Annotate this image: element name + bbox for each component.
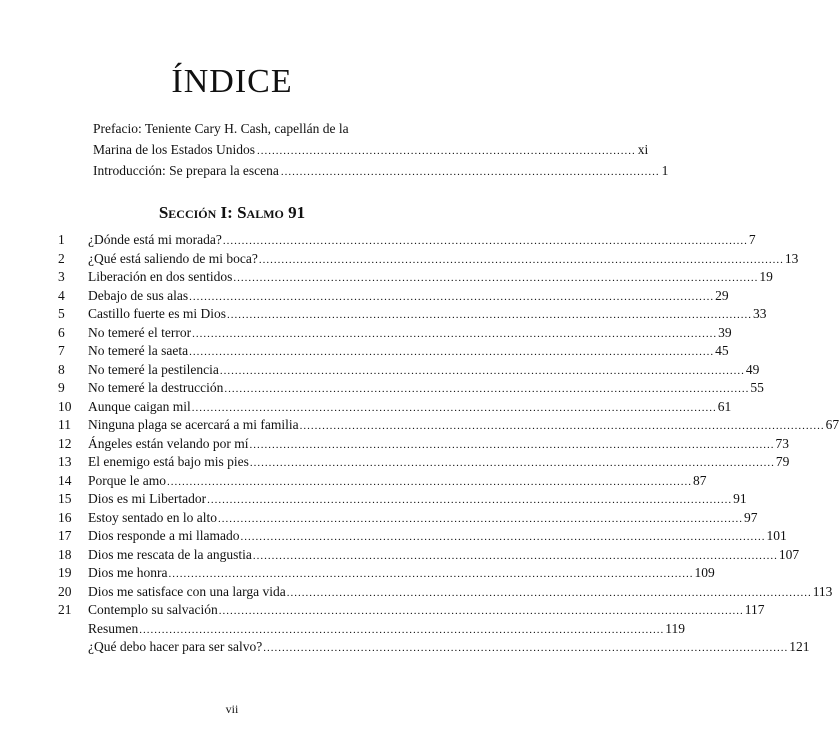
page-number: 7 bbox=[748, 232, 756, 247]
toc-entry[interactable] bbox=[58, 231, 756, 250]
page-number: 119 bbox=[665, 620, 685, 636]
toc-entry[interactable] bbox=[58, 250, 799, 269]
front-matter bbox=[93, 118, 669, 181]
page-title: ÍNDICE bbox=[171, 63, 293, 100]
dot-leader: ..................................................................................................... bbox=[280, 166, 660, 178]
toc-entry[interactable] bbox=[58, 638, 810, 657]
entry-title: Prefacio: Teniente Cary H. Cash, capellán de la bbox=[93, 121, 349, 136]
page-number: 61 bbox=[717, 398, 732, 414]
chapter-number: 6 bbox=[58, 324, 65, 340]
chapter-title: Ángeles están velando por mí bbox=[88, 435, 249, 451]
page-number: 101 bbox=[766, 528, 787, 543]
page-number: 97 bbox=[743, 509, 758, 525]
page-number: 33 bbox=[752, 306, 767, 321]
toc-entry[interactable] bbox=[58, 379, 764, 398]
page-number: 117 bbox=[744, 602, 765, 617]
chapter-title: Dios me satisface con una larga vida bbox=[88, 583, 286, 599]
toc-entry[interactable] bbox=[58, 416, 839, 435]
chapter-title: No temeré la destrucción bbox=[88, 380, 224, 395]
page-number: 55 bbox=[750, 380, 764, 395]
dot-leader: ............................................................................................................................................ bbox=[189, 290, 715, 303]
dot-leader: ............................................................................................................................................ bbox=[286, 586, 812, 599]
dot-leader: ............................................................................................................................................ bbox=[240, 531, 766, 543]
page-number: 73 bbox=[775, 435, 789, 451]
section-subtitle: Salmo 91 bbox=[237, 203, 306, 222]
dot-leader: ............................................................................................................................................ bbox=[192, 327, 718, 340]
chapter-title: No temeré la saeta bbox=[88, 343, 189, 358]
page-number: 1 bbox=[661, 163, 669, 178]
dot-leader: ............................................................................................................................................ bbox=[218, 605, 744, 617]
toc-entry[interactable] bbox=[58, 527, 787, 546]
front-entry-preface-line1 bbox=[93, 118, 403, 139]
toc-entry[interactable] bbox=[58, 305, 767, 324]
chapter-number: 15 bbox=[58, 491, 72, 506]
chapter-title: Castillo fuerte es mi Dios bbox=[88, 306, 226, 321]
toc-entry[interactable] bbox=[58, 546, 800, 565]
toc-entry[interactable] bbox=[58, 324, 732, 343]
dot-leader: ............................................................................................................................................ bbox=[219, 364, 745, 377]
dot-leader: ............................................................................................................................................ bbox=[249, 438, 775, 451]
dot-leader: ............................................................................................................................................ bbox=[139, 623, 665, 636]
toc-entry[interactable] bbox=[58, 620, 685, 639]
dot-leader: ..................................................................................................... bbox=[256, 145, 636, 157]
chapter-number: 17 bbox=[58, 528, 72, 543]
toc-list bbox=[58, 231, 839, 657]
chapter-number: 4 bbox=[58, 287, 65, 303]
chapter-number: 11 bbox=[58, 417, 71, 432]
dot-leader: ............................................................................................................................................ bbox=[226, 309, 752, 321]
page-number: 13 bbox=[784, 250, 799, 266]
dot-leader: ............................................................................................................................................ bbox=[191, 401, 717, 414]
toc-entry[interactable] bbox=[58, 361, 760, 380]
chapter-title: No temeré el terror bbox=[88, 324, 192, 340]
chapter-title: Resumen bbox=[88, 620, 139, 636]
chapter-number: 21 bbox=[58, 602, 72, 617]
page-number: 67 bbox=[825, 417, 839, 432]
entry-title: Introducción: Se prepara la escena bbox=[93, 163, 279, 178]
toc-entry[interactable] bbox=[58, 472, 707, 491]
page-number: 91 bbox=[733, 491, 747, 506]
page-number: 87 bbox=[692, 472, 707, 488]
chapter-number: 5 bbox=[58, 306, 65, 321]
toc-entry[interactable] bbox=[58, 268, 773, 287]
chapter-title: Contemplo su salvación bbox=[88, 602, 218, 617]
page-number: 121 bbox=[789, 639, 810, 654]
dot-leader: ............................................................................................................................................ bbox=[207, 494, 733, 506]
chapter-number: 10 bbox=[58, 398, 72, 414]
chapter-title: Aunque caigan mil bbox=[88, 398, 191, 414]
page-number: 29 bbox=[715, 287, 729, 303]
chapter-title: Dios me honra bbox=[88, 565, 168, 580]
page-number: 79 bbox=[775, 454, 790, 469]
chapter-number: 2 bbox=[58, 250, 65, 266]
chapter-number: 18 bbox=[58, 546, 72, 562]
toc-entry[interactable] bbox=[58, 601, 765, 620]
page-number: 39 bbox=[718, 324, 732, 340]
toc-entry[interactable] bbox=[58, 398, 732, 417]
chapter-number: 12 bbox=[58, 435, 72, 451]
toc-entry[interactable] bbox=[58, 453, 790, 472]
dot-leader: ............................................................................................................................................ bbox=[224, 383, 750, 395]
chapter-title: Liberación en dos sentidos bbox=[88, 269, 233, 284]
page-number-footer: vii bbox=[225, 702, 239, 716]
chapter-title: El enemigo está bajo mis pies bbox=[88, 454, 249, 469]
chapter-number: 20 bbox=[58, 583, 72, 599]
page-number: 45 bbox=[715, 343, 729, 358]
chapter-number: 9 bbox=[58, 380, 65, 395]
toc-entry[interactable] bbox=[58, 435, 789, 454]
page-number: xi bbox=[637, 142, 649, 157]
front-entry-introduction[interactable] bbox=[93, 160, 669, 181]
chapter-title: ¿Qué está saliendo de mi boca? bbox=[88, 250, 258, 266]
page-number: 19 bbox=[759, 269, 773, 284]
dot-leader: ............................................................................................................................................ bbox=[249, 457, 775, 469]
chapter-title: Dios me rescata de la angustia bbox=[88, 546, 252, 562]
chapter-title: ¿Dónde está mi morada? bbox=[88, 232, 222, 247]
dot-leader: ............................................................................................................................................ bbox=[263, 642, 789, 654]
dot-leader: ............................................................................................................................................ bbox=[252, 549, 778, 562]
chapter-number: 8 bbox=[58, 361, 65, 377]
chapter-number: 14 bbox=[58, 472, 72, 488]
toc-entry[interactable] bbox=[58, 287, 729, 306]
toc-entry[interactable] bbox=[58, 509, 758, 528]
front-entry-preface[interactable] bbox=[93, 139, 649, 160]
section-heading bbox=[0, 201, 464, 225]
chapter-title: ¿Qué debo hacer para ser salvo? bbox=[88, 639, 263, 654]
chapter-title: Dios responde a mi llamado bbox=[88, 528, 240, 543]
page-number: 113 bbox=[812, 583, 833, 599]
chapter-title: Porque le amo bbox=[88, 472, 166, 488]
dot-leader: ............................................................................................................................................ bbox=[222, 235, 748, 247]
page-number: 49 bbox=[745, 361, 760, 377]
chapter-title: No temeré la pestilencia bbox=[88, 361, 219, 377]
section-label: Sección I: bbox=[158, 203, 233, 222]
dot-leader: ............................................................................................................................................ bbox=[217, 512, 743, 525]
chapter-number: 19 bbox=[58, 565, 72, 580]
chapter-title: Estoy sentado en lo alto bbox=[88, 509, 217, 525]
toc-entry[interactable] bbox=[58, 490, 747, 509]
chapter-title: Debajo de sus alas bbox=[88, 287, 189, 303]
dot-leader: ............................................................................................................................................ bbox=[168, 568, 694, 580]
dot-leader: ............................................................................................................................................ bbox=[299, 420, 825, 432]
dot-leader: ............................................................................................................................................ bbox=[189, 346, 715, 358]
chapter-title: Ninguna plaga se acercará a mi familia bbox=[88, 417, 299, 432]
chapter-number: 3 bbox=[58, 269, 65, 284]
page-number: 109 bbox=[694, 565, 715, 580]
chapter-number: 16 bbox=[58, 509, 72, 525]
chapter-title: Dios es mi Libertador bbox=[88, 491, 207, 506]
chapter-number: 1 bbox=[58, 232, 65, 247]
toc-entry[interactable] bbox=[58, 342, 729, 361]
dot-leader: ............................................................................................................................................ bbox=[258, 253, 784, 266]
dot-leader: ............................................................................................................................................ bbox=[166, 475, 692, 488]
page-number: 107 bbox=[778, 546, 800, 562]
entry-title: Marina de los Estados Unidos bbox=[93, 142, 255, 157]
toc-entry[interactable] bbox=[58, 583, 833, 602]
chapter-number: 7 bbox=[58, 343, 65, 358]
toc-entry[interactable] bbox=[58, 564, 715, 583]
chapter-number: 13 bbox=[58, 454, 72, 469]
dot-leader: ............................................................................................................................................ bbox=[233, 272, 759, 284]
